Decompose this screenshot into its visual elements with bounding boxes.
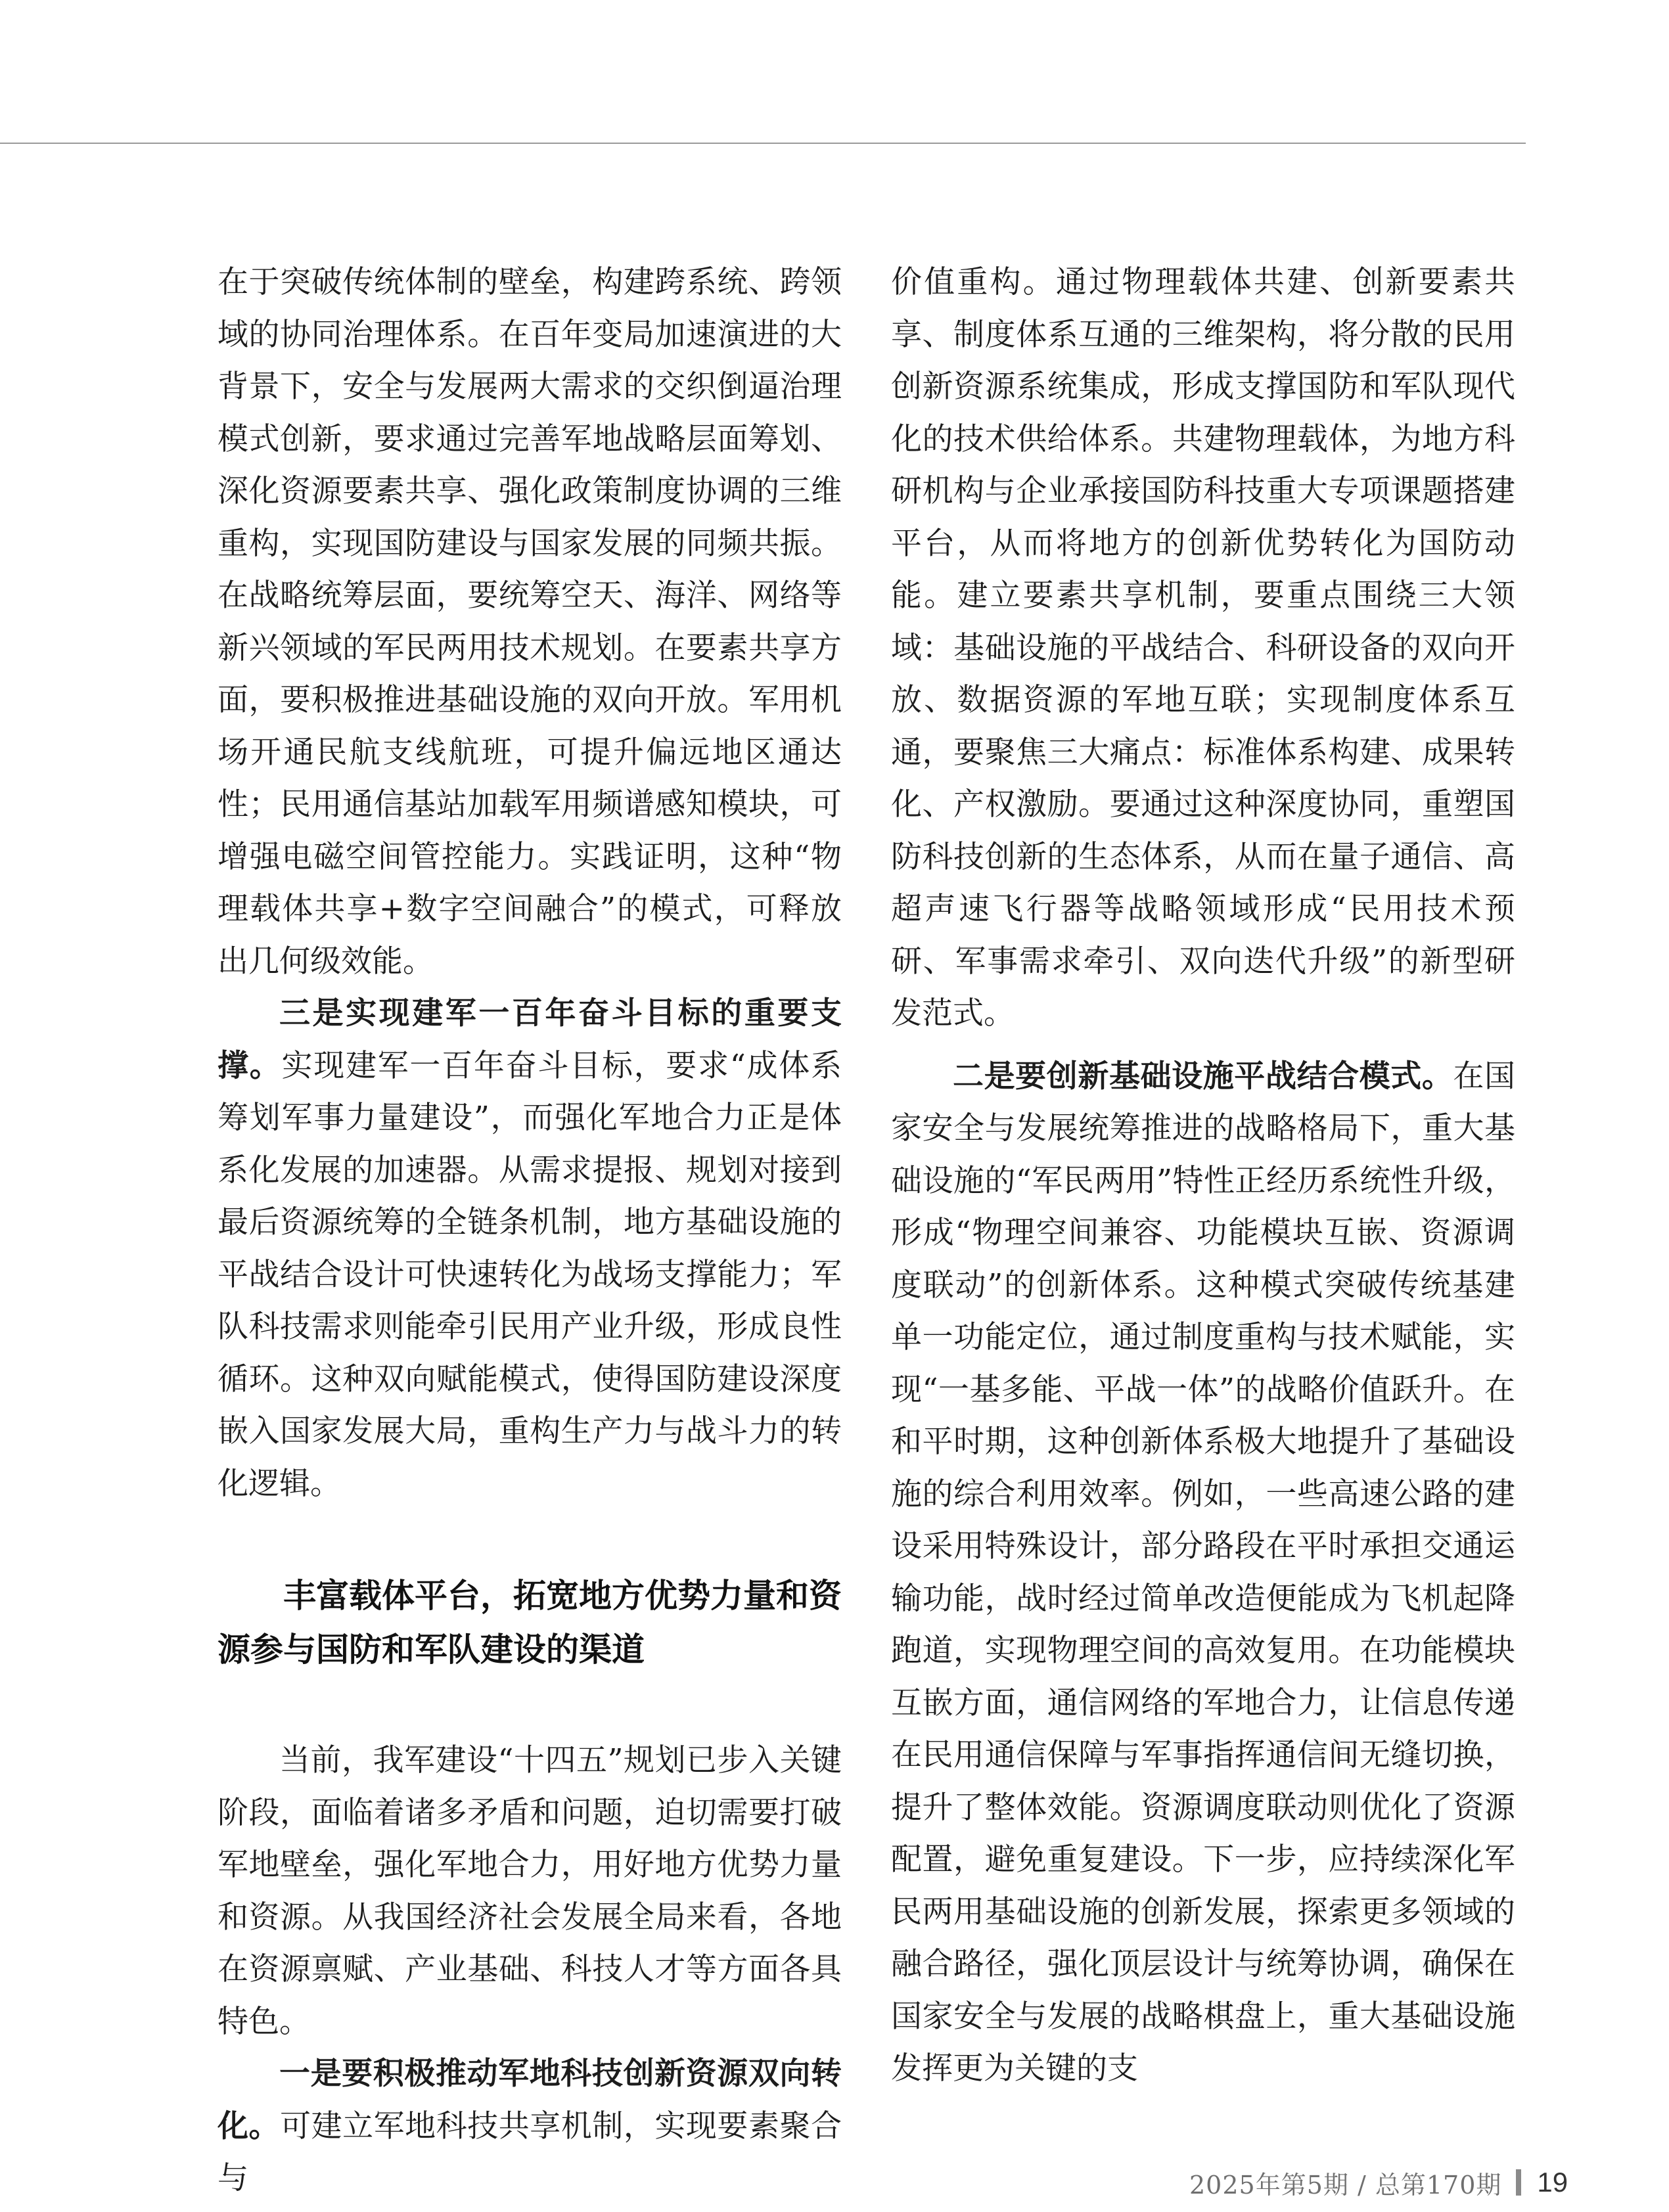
paragraph-body: 实现建军一百年奋斗目标，要求“成体系筹划军事力量建设”，而强化军地合力正是体系化发展的加速器。从需求提报、规划对接到最后资源统筹的全链条机制，地方基础设施的平战结合设计可快速转化为战场支撑能力；军队科技需求则能牵引民用产业升级，形成良性循环。这种双向赋能模式，使得国防建设深度嵌入国家发展大局，重构生产力与战斗力的转化逻辑。: [217, 1047, 842, 1502]
footer-divider: [1516, 2169, 1521, 2196]
paragraph-body: 可建立军地科技共享机制，实现要素聚合与: [217, 2108, 842, 2196]
issue-label: 2025年第5期 / 总第170期: [1189, 2170, 1502, 2200]
paragraph-lead: 二是要创新基础设施平战结合模式。: [953, 1058, 1453, 1095]
page-footer: [1189, 2163, 1568, 2202]
paragraph-left-3: 当前，我军建设“十四五”规划已步入关键阶段，面临着诸多矛盾和问题，迫切需要打破军地壁垒，强化军地合力，用好地方优势力量和资源。从我国经济社会发展全局来看，各地在资源禀赋、产业基础、科技人才等方面各具特色。: [217, 1742, 842, 2040]
paragraph-body: 在国家安全与发展统筹推进的战略格局下，重大基础设施的“军民两用”特性正经历系统性升级，形成“物理空间兼容、功能模块互嵌、资源调度联动”的创新体系。这种模式突破传统基建单一功能定位，通过制度重构与技术赋能，实现“一基多能、平战一体”的战略价值跃升。在和平时期，这种创新体系极大地提升了基础设施的综合利用效率。例如，一些高速公路的建设采用特殊设计，部分路段在平时承担交通运输功能，战时经过简单改造便能成为飞机起降跑道，实现物理空间的高效复用。在功能模块互嵌方面，通信网络的军地合力，让信息传递在民用通信保障与军事指挥通信间无缝切换，提升了整体效能。资源调度联动则优化了资源配置，避免重复建设。下一步，应持续深化军民两用基础设施的创新发展，探索更多领域的融合路径，强化顶层设计与统筹协调，确保在国家安全与发展的战略棋盘上，重大基础设施发挥更为关键的支: [891, 1058, 1516, 2087]
header-rule: [0, 143, 1526, 144]
right-column: [891, 256, 1515, 2095]
paragraph-left-4: [217, 2048, 842, 2205]
paragraph-lead: 一是要积极推动军地科技创新资源双向转化。: [217, 2056, 842, 2144]
section-heading: 丰富载体平台，拓宽地方优势力量和资源参与国防和军队建设的渠道: [217, 1577, 842, 1669]
paragraph-lead: 三是实现建军一百年奋斗目标的重要支撑。: [217, 995, 842, 1084]
paragraph-right-1: 价值重构。通过物理载体共建、创新要素共享、制度体系互通的三维架构，将分散的民用创新资源系统集成，形成支撑国防和军队现代化的技术供给体系。共建物理载体，为地方科研机构与企业承接国防科技重大专项课题搭建平台，从而将地方的创新优势转化为国防动能。建立要素共享机制，要重点围绕三大领域：基础设施的平战结合、科研设备的双向开放、数据资源的军地互联；实现制度体系互通，要聚焦三大痛点：标准体系构建、成果转化、产权激励。要通过这种深度协同，重塑国防科技创新的生态体系，从而在量子通信、高超声速飞行器等战略领域形成“民用技术预研、军事需求牵引、双向迭代升级”的新型研发范式。: [891, 264, 1515, 1031]
page-number: 19: [1537, 2167, 1568, 2198]
paragraph-right-2: [891, 1050, 1515, 2095]
paragraph-left-1: 在于突破传统体制的壁垒，构建跨系统、跨领域的协同治理体系。在百年变局加速演进的大背景下，安全与发展两大需求的交织倒逼治理模式创新，要求通过完善军地战略层面筹划、深化资源要素共享、强化政策制度协调的三维重构，实现国防建设与国家发展的同频共振。在战略统筹层面，要统筹空天、海洋、网络等新兴领域的军民两用技术规划。在要素共享方面，要积极推进基础设施的双向开放。军用机场开通民航支线航班，可提升偏远地区通达性；民用通信基站加载军用频谱感知模块，可增强电磁空间管控能力。实践证明，这种“物理载体共享+数字空间融合”的模式，可释放出几何级效能。: [217, 264, 842, 980]
left-column: [217, 256, 842, 2205]
paragraph-left-2: [217, 987, 842, 1510]
